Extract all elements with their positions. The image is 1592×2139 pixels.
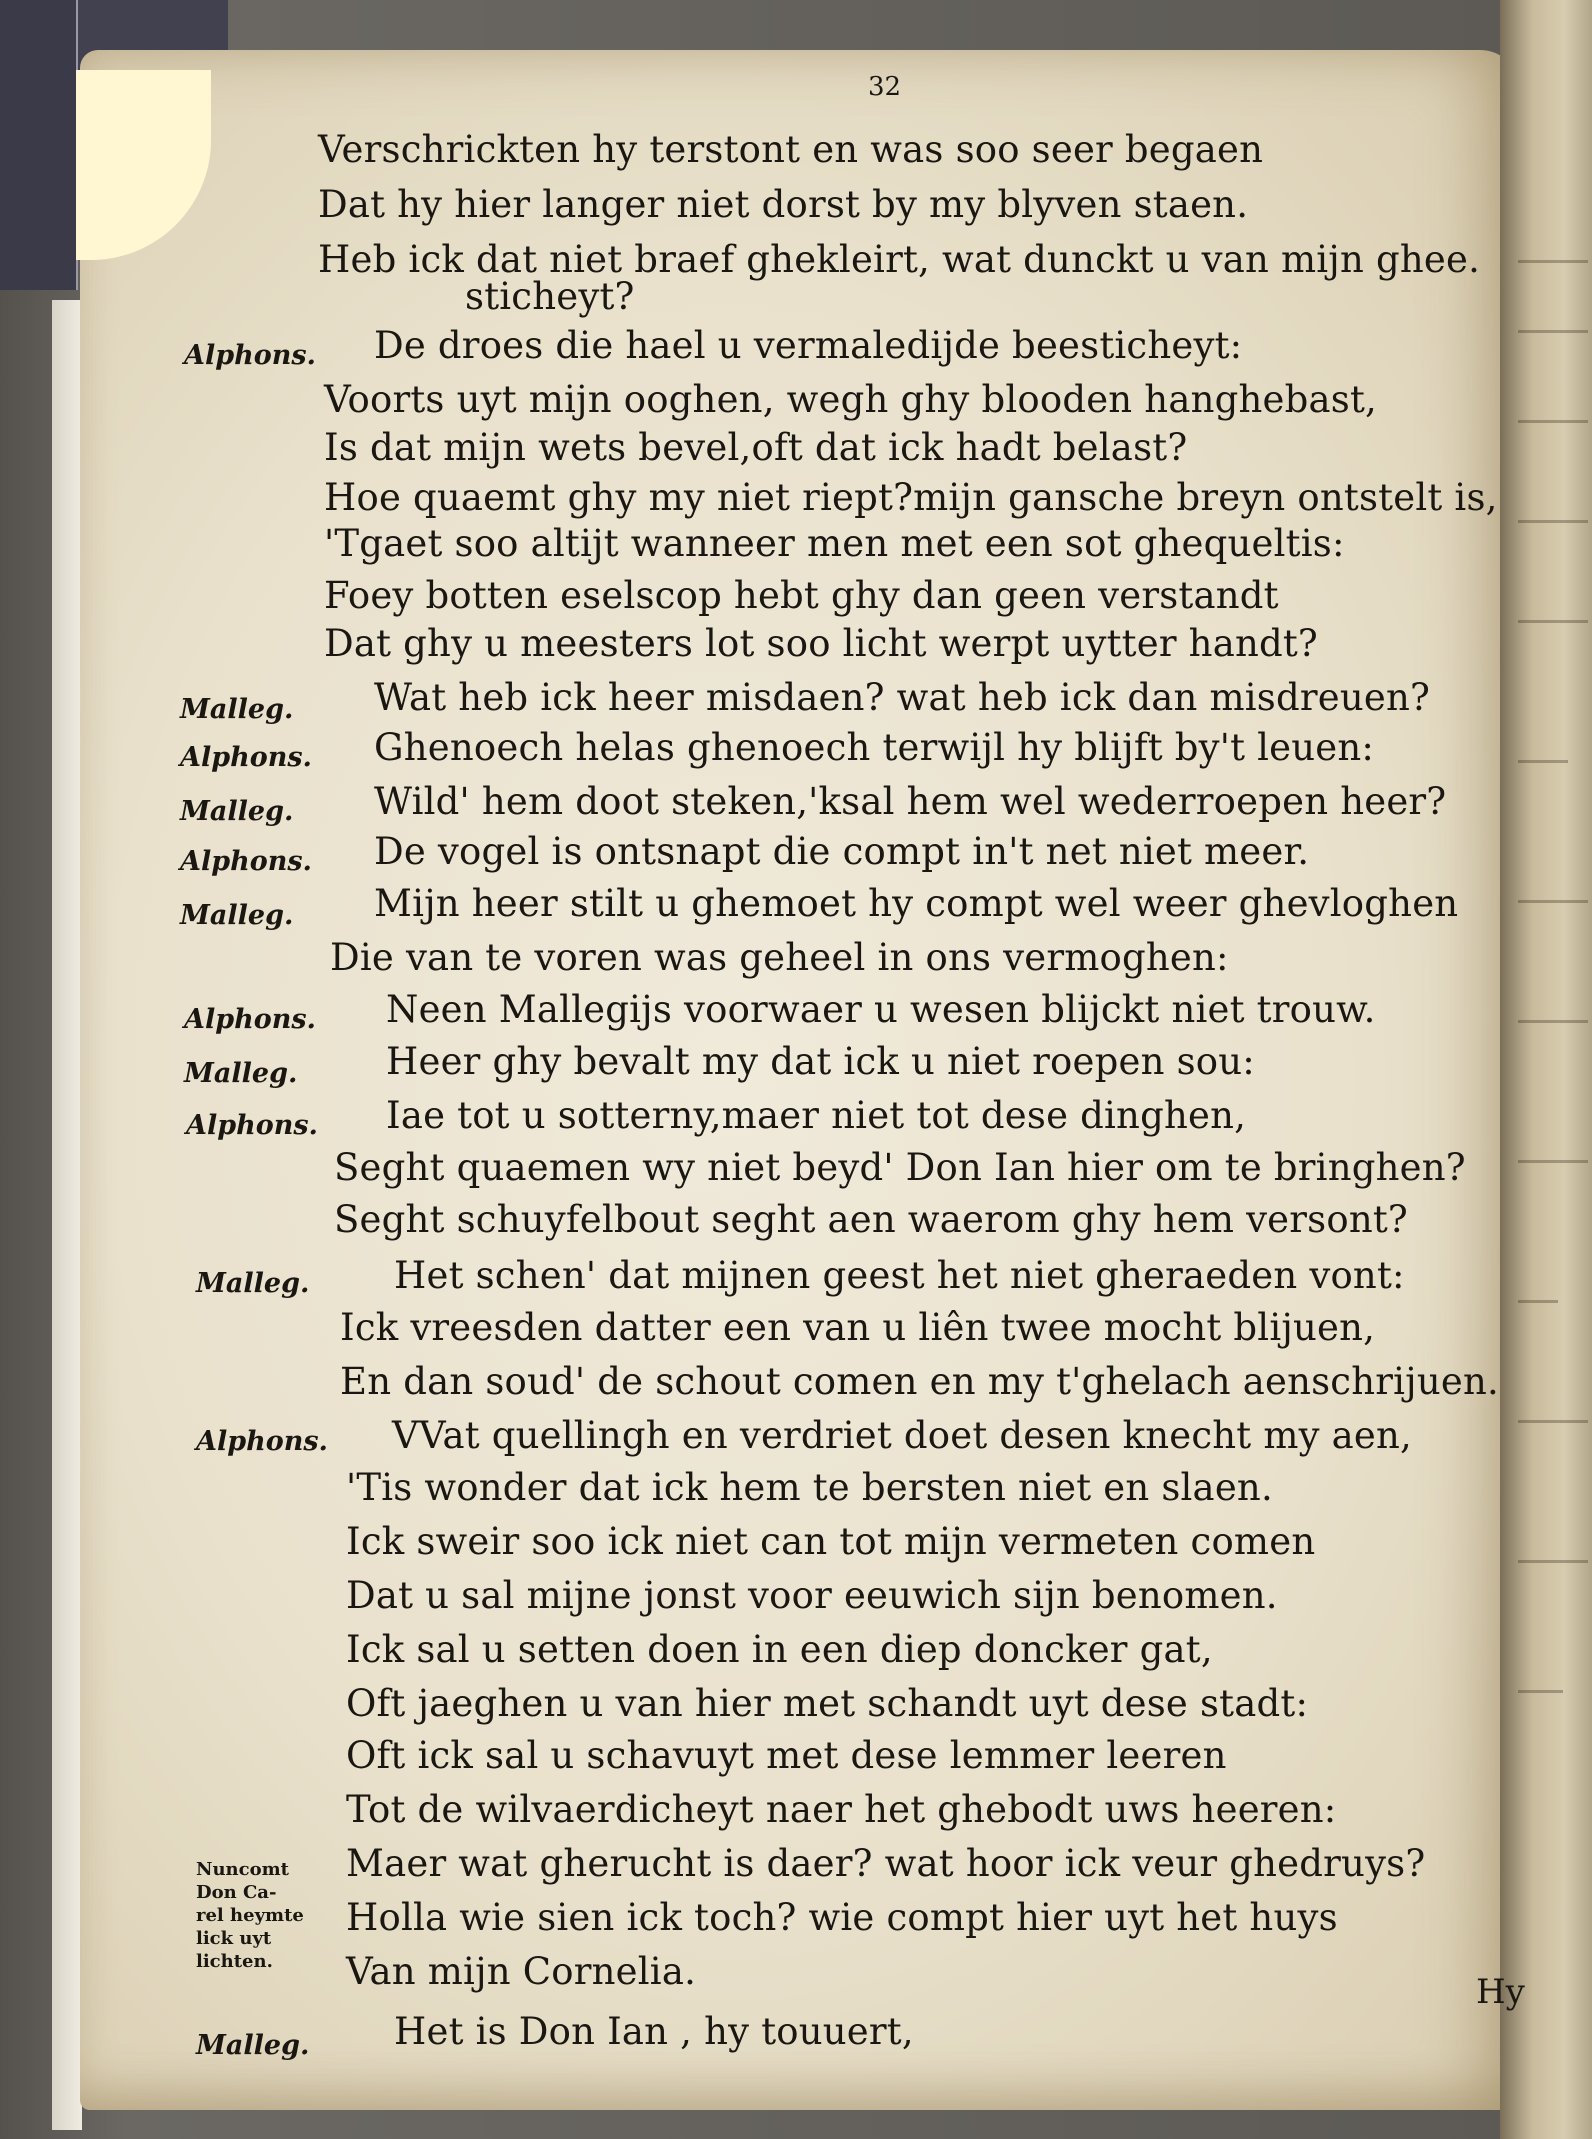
verse-line: Heb ick dat niet braef ghekleirt, wat dunckt u van mijn ghee. (318, 238, 1481, 281)
speaker-label: Alphons. (186, 1110, 318, 1141)
speaker-label: Alphons. (180, 846, 312, 877)
verse-line: Dat ghy u meesters lot soo licht werpt uytter handt? (324, 622, 1318, 665)
verse-line: De droes die hael u vermaledijde beesticheyt: (374, 324, 1243, 367)
speaker-label: Malleg. (180, 900, 294, 931)
stage-direction-line: rel heymte (196, 1905, 304, 1926)
speaker-label: Malleg. (184, 1058, 298, 1089)
speaker-label: Malleg. (180, 694, 294, 725)
verse-line: Maer wat gherucht is daer? wat hoor ick veur ghedruys? (346, 1842, 1426, 1885)
verse-line: Ghenoech helas ghenoech terwijl hy blijft by't leuen: (374, 726, 1375, 769)
verse-line: 'Tgaet soo altijt wanneer men met een sot ghequeltis: (324, 522, 1345, 565)
stage-direction-line: lick uyt (196, 1928, 272, 1949)
stage-direction-line: Nuncomt (196, 1859, 289, 1880)
verse-line: Ick vreesden datter een van u liên twee mocht blijuen, (340, 1306, 1376, 1349)
verse-line: Mijn heer stilt u ghemoet hy compt wel weer ghevloghen (374, 882, 1459, 925)
speaker-label: Alphons. (184, 340, 316, 371)
corner-shadow-left (0, 0, 78, 290)
verse-line: Neen Mallegijs voorwaer u wesen blijckt niet trouw. (386, 988, 1376, 1031)
speaker-label: Malleg. (196, 2030, 310, 2061)
verse-line: Is dat mijn wets bevel,oft dat ick hadt belast? (324, 426, 1188, 469)
verse-line: Iae tot u sotterny,maer niet tot dese dinghen, (386, 1094, 1247, 1137)
book-edge (52, 300, 82, 2130)
verse-line: 'Tis wonder dat ick hem te bersten niet en slaen. (346, 1466, 1273, 1509)
verse-line: Holla wie sien ick toch? wie compt hier uyt het huys (346, 1896, 1338, 1939)
stage-direction-line: lichten. (196, 1951, 273, 1972)
verse-line: Oft jaeghen u van hier met schandt uyt dese stadt: (346, 1682, 1309, 1725)
verse-line: Ick sal u setten doen in een diep doncker gat, (346, 1628, 1213, 1671)
page-number: 32 (868, 72, 902, 102)
verse-line: Dat hy hier langer niet dorst by my blyven staen. (318, 183, 1249, 226)
verse-line: Voorts uyt mijn ooghen, wegh ghy blooden hanghebast, (324, 378, 1377, 421)
verse-line: Tot de wilvaerdicheyt naer het ghebodt uws heeren: (346, 1788, 1337, 1831)
speaker-label: Malleg. (180, 796, 294, 827)
verse-line: Seght schuyfelbout seght aen waerom ghy hem versont? (334, 1198, 1408, 1241)
verse-line: Ick sweir soo ick niet can tot mijn vermeten comen (346, 1520, 1316, 1563)
catchword: Hy (1476, 1972, 1525, 2012)
speaker-label: Alphons. (184, 1004, 316, 1035)
verse-line: Het schen' dat mijnen geest het niet gheraeden vont: (394, 1254, 1405, 1297)
verse-line: sticheyt? (465, 275, 635, 318)
verse-line: En dan soud' de schout comen en my t'ghelach aenschrijuen. (340, 1360, 1499, 1403)
verse-line: De vogel is ontsnapt die compt in't net niet meer. (374, 830, 1310, 873)
verse-line: Die van te voren was geheel in ons vermoghen: (330, 936, 1229, 979)
stage-direction-line: Don Ca- (196, 1882, 277, 1903)
verse-line: Dat u sal mijne jonst voor eeuwich sijn benomen. (346, 1574, 1278, 1617)
verse-line: VVat quellingh en verdriet doet desen knecht my aen, (392, 1414, 1413, 1457)
verse-line: Wat heb ick heer misdaen? wat heb ick dan misdreuen? (374, 676, 1431, 719)
verse-line: Heer ghy bevalt my dat ick u niet roepen sou: (386, 1040, 1255, 1083)
verse-line: Foey botten eselscop hebt ghy dan geen verstandt (324, 574, 1279, 617)
verse-line: Verschrickten hy terstont en was soo seer begaen (318, 128, 1264, 171)
verse-line: Wild' hem doot steken,'ksal hem wel wederroepen heer? (374, 780, 1447, 823)
speaker-label: Alphons. (196, 1426, 328, 1457)
facing-page-edge (1500, 0, 1592, 2139)
verse-line: Oft ick sal u schavuyt met dese lemmer leeren (346, 1734, 1227, 1777)
verse-line: Seght quaemen wy niet beyd' Don Ian hier om te bringhen? (334, 1146, 1466, 1189)
verse-line: Van mijn Cornelia. (346, 1950, 697, 1993)
speaker-label: Malleg. (196, 1268, 310, 1299)
verse-line: Hoe quaemt ghy my niet riept?mijn gansche breyn ontstelt is, (324, 476, 1498, 519)
speaker-label: Alphons. (180, 742, 312, 773)
verse-line: Het is Don Ian , hy touuert, (394, 2010, 914, 2053)
